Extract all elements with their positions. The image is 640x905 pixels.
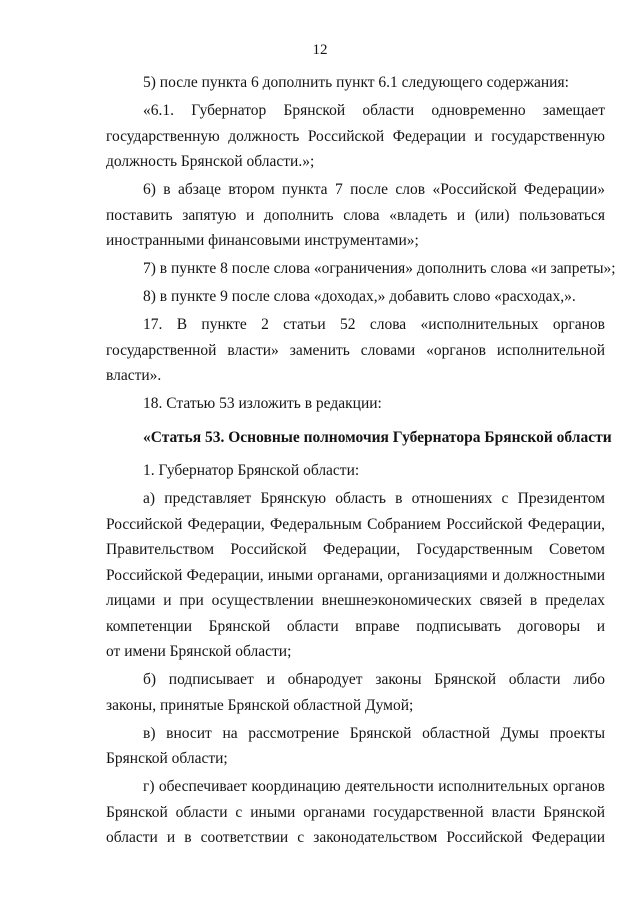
paragraph-subpoint-g <box>106 774 605 851</box>
text-line: в) вносит на рассмотрение Брянской областной Думы проекты <box>143 724 605 742</box>
paragraph-item-8 <box>106 284 605 310</box>
text-line: Российской Федерации, Федеральным Собранием Российской Федерации, <box>106 515 605 533</box>
text-line: 18. Статью 53 изложить в редакции: <box>143 395 382 412</box>
text-line: 6) в абзаце втором пункта 7 после слов «Российской Федерации» <box>143 181 605 198</box>
paragraph-clause-6-1 <box>106 98 605 175</box>
text-line: иностранными финансовыми инструментами»; <box>106 232 419 249</box>
text-line: Брянской области с иными органами государственной власти Брянской <box>106 803 605 821</box>
text-line: а) представляет Брянскую область в отношениях с Президентом <box>143 490 605 507</box>
paragraph-item-5 <box>106 70 605 96</box>
paragraph-point-1 <box>106 458 605 484</box>
text-line: «6.1. Губернатор Брянской области одновременно замещает <box>143 102 605 119</box>
text-line: должность Брянской области.»; <box>106 153 315 170</box>
text-line: 8) в пункте 9 после слова «доходах,» добавить слово «расходах,». <box>143 288 576 305</box>
document-body <box>106 70 616 851</box>
text-line: 7) в пункте 8 после слова «ограничения» дополнить слова «и запреты»; <box>143 260 616 277</box>
text-line: 1. Губернатор Брянской области: <box>143 462 360 479</box>
paragraph-item-17 <box>106 312 605 389</box>
paragraph-item-6 <box>106 177 605 254</box>
paragraph-subpoint-b <box>106 667 605 718</box>
text-line: государственной власти» заменить словами «органов исполнительной <box>106 341 605 359</box>
text-line: государственную должность Российской Федерации и государственную <box>106 127 605 145</box>
text-line: 5) после пункта 6 дополнить пункт 6.1 следующего содержания: <box>143 74 569 91</box>
article-heading <box>106 425 612 451</box>
text-line: компетенции Брянской области вправе подписывать договоры и <box>106 617 605 635</box>
text-line: г) обеспечивает координацию деятельности исполнительных органов <box>143 778 605 795</box>
text-line: Российской Федерации, иными органами, организациями и должностными <box>106 566 605 584</box>
paragraph-item-7 <box>106 256 616 282</box>
text-line: «Статья 53. Основные полномочия Губернатора Брянской области <box>143 428 612 446</box>
text-line: лицами и при осуществлении внешнеэкономических связей в пределах <box>106 592 605 609</box>
paragraph-subpoint-v <box>106 721 605 772</box>
text-line: б) подписывает и обнародует законы Брянской области либо <box>143 671 605 688</box>
text-line: поставить запятую и дополнить слова «владеть и (или) пользоваться <box>106 206 605 224</box>
page-number: 12 <box>312 42 328 58</box>
text-line: от имени Брянской области; <box>106 643 292 660</box>
paragraph-item-18 <box>106 391 605 417</box>
text-line: Брянской области; <box>106 750 228 767</box>
text-line: 17. В пункте 2 статьи 52 слова «исполнительных органов <box>143 316 605 333</box>
text-line: области и в соответствии с законодательством Российской Федерации <box>106 829 605 846</box>
text-line: власти». <box>106 367 162 384</box>
text-line: законы, принятые Брянской областной Думой; <box>106 696 414 714</box>
paragraph-subpoint-a <box>106 486 605 665</box>
text-line: Правительством Российской Федерации, Государственным Советом <box>106 541 605 558</box>
